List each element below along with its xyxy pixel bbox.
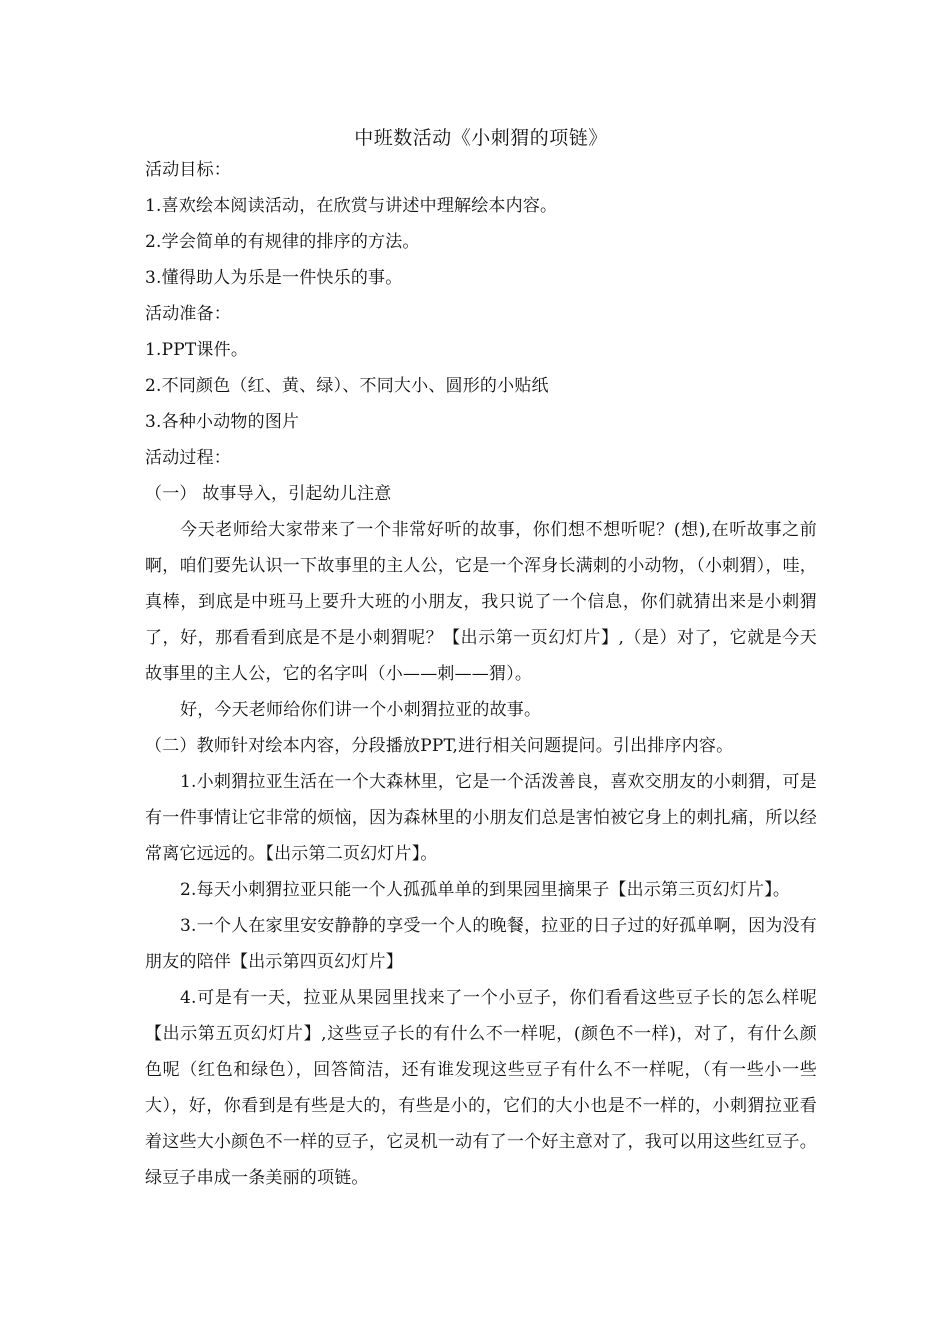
heading-activity-process: 活动过程： xyxy=(145,448,231,468)
prep-item-1: 1.PPT课件。 xyxy=(145,340,249,360)
section-one-heading: （一） 故事导入，引起幼儿注意 xyxy=(145,484,392,504)
story-paragraph-2: 2.每天小刺猬拉亚只能一个人孤孤单单的到果园里摘果子【出示第三页幻灯片】。 xyxy=(180,880,791,900)
story-paragraph-1: 1.小刺猬拉亚生活在一个大森林里，它是一个活泼善良，喜欢交朋友的小刺猬，可是有一件事情让它非常的烦恼，因为森林里的小朋友们总是害怕被它身上的刺扎痛，所以经常离它远远的。【出示第二页幻灯片】。 xyxy=(145,772,817,864)
goal-item-1: 1.喜欢绘本阅读活动，在欣赏与讲述中理解绘本内容。 xyxy=(145,196,558,216)
heading-activity-goals: 活动目标： xyxy=(145,160,231,180)
document-body xyxy=(145,124,817,1196)
heading-activity-preparation: 活动准备： xyxy=(145,304,231,324)
paragraph-list xyxy=(145,152,817,1196)
section-two-heading: （二）教师针对绘本内容，分段播放PPT,进行相关问题提问。引出排序内容。 xyxy=(145,736,734,756)
story-start-paragraph: 好，今天老师给你们讲一个小刺猬拉亚的故事。 xyxy=(180,700,542,720)
prep-item-2: 2.不同颜色（红、黄、绿）、不同大小、圆形的小贴纸 xyxy=(145,376,549,396)
document-title: 中班数活动《小刺猬的项链》 xyxy=(354,127,608,149)
goal-item-2: 2.学会简单的有规律的排序的方法。 xyxy=(145,232,420,252)
story-intro-paragraph: 今天老师给大家带来了一个非常好听的故事，你们想不想听呢？(想),在听故事之前啊，咱们要先认识一下故事里的主人公，它是一个浑身长满刺的小动物，（小刺猬），哇，真棒，到底是中班马上要升大班的小朋友，我只说了一个信息，你们就猜出来是小刺猬了，好，那看看到底是不是小刺猬呢？【出示第一页幻灯片】,（是）对了，它就是今天故事里的主人公，它的名字叫（小——刺——猬）。 xyxy=(145,520,817,684)
goal-item-3: 3.懂得助人为乐是一件快乐的事。 xyxy=(145,268,403,288)
prep-item-3: 3.各种小动物的图片 xyxy=(145,412,300,432)
story-paragraph-3: 3.一个人在家里安安静静的享受一个人的晚餐，拉亚的日子过的好孤单啊，因为没有朋友的陪伴【出示第四页幻灯片】 xyxy=(145,916,817,972)
story-paragraph-4: 4.可是有一天，拉亚从果园里找来了一个小豆子，你们看看这些豆子长的怎么样呢【出示第五页幻灯片】,这些豆子长的有什么不一样呢，(颜色不一样)，对了，有什么颜色呢（红色和绿色），回答简洁，还有谁发现这些豆子有什么不一样呢，（有一些小一些大），好，你看到是有些是大的，有些是小的，它们的大小也是不一样的，小刺猬拉亚看着这些大小颜色不一样的豆子，它灵机一动有了一个好主意对了，我可以用这些红豆子。绿豆子串成一条美丽的项链。 xyxy=(145,988,817,1188)
